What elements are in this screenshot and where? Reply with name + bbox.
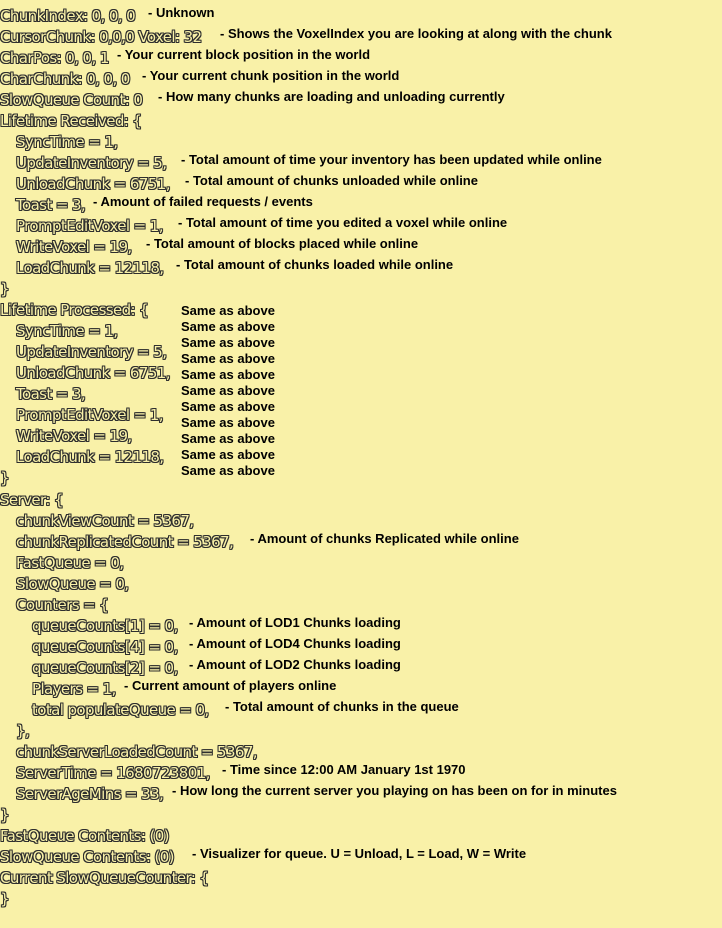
- counters-close-brace: },: [16, 722, 30, 740]
- received-sync-time: SyncTime = 1,: [16, 133, 118, 151]
- queue-counts-1: queueCounts[1] = 0,: [32, 617, 178, 635]
- slow-queue-count-text: SlowQueue Count: 0: [0, 91, 143, 109]
- received-unload-chunk: UnloadChunk = 6751,: [16, 175, 170, 193]
- received-load-chunk-note: - Total amount of chunks loaded while online: [176, 257, 454, 272]
- current-slow-queue-counter: Current SlowQueueCounter: {: [0, 869, 209, 887]
- same-as-above-note: Same as above: [181, 447, 275, 462]
- processed-update-inventory: UpdateInventory = 5,: [16, 343, 167, 361]
- processed-close-brace: }: [0, 469, 9, 487]
- processed-sync-time: SyncTime = 1,: [16, 322, 118, 340]
- received-update-inventory: UpdateInventory = 5,: [16, 154, 167, 172]
- server-age-mins: ServerAgeMins = 33,: [16, 785, 164, 803]
- received-close-brace: }: [0, 280, 9, 298]
- received-toast-note: - Amount of failed requests / events: [93, 194, 313, 209]
- players-note: - Current amount of players online: [124, 678, 337, 693]
- queues-close-brace: }: [0, 890, 9, 908]
- same-as-above-note: Same as above: [181, 399, 275, 414]
- same-as-above-note: Same as above: [181, 351, 275, 366]
- processed-load-chunk: LoadChunk = 12118,: [16, 448, 164, 466]
- same-as-above-note: Same as above: [181, 383, 275, 398]
- total-populate-queue: total populateQueue = 0,: [32, 701, 209, 719]
- queue-counts-4-note: - Amount of LOD4 Chunks loading: [189, 636, 401, 651]
- queue-counts-4: queueCounts[4] = 0,: [32, 638, 178, 656]
- received-write-voxel-note: - Total amount of blocks placed while online: [146, 236, 419, 251]
- server-age-mins-note: - How long the current server you playing on has been on for in minutes: [172, 783, 617, 798]
- received-load-chunk: LoadChunk = 12118,: [16, 259, 164, 277]
- chunk-replicated-count-note: - Amount of chunks Replicated while online: [250, 531, 519, 546]
- char-pos-note: - Your current block position in the world: [117, 47, 371, 62]
- queue-counts-1-note: - Amount of LOD1 Chunks loading: [189, 615, 401, 630]
- same-as-above-note: Same as above: [181, 319, 275, 334]
- queue-counts-2: queueCounts[2] = 0,: [32, 659, 178, 677]
- chunk-view-count: chunkViewCount = 5367,: [16, 512, 194, 530]
- processed-unload-chunk: UnloadChunk = 6751,: [16, 364, 170, 382]
- counters-header: Counters = {: [16, 596, 109, 614]
- server-header: Server: {: [0, 491, 63, 509]
- slow-queue-contents: SlowQueue Contents: (0): [0, 848, 174, 866]
- same-as-above-note: Same as above: [181, 431, 275, 446]
- char-chunk-note: - Your current chunk position in the world: [142, 68, 400, 83]
- queue-counts-2-note: - Amount of LOD2 Chunks loading: [189, 657, 401, 672]
- processed-write-voxel: WriteVoxel = 19,: [16, 427, 132, 445]
- chunk-replicated-count: chunkReplicatedCount = 5367,: [16, 533, 234, 551]
- same-as-above-note: Same as above: [181, 303, 275, 318]
- lifetime-processed-header: Lifetime Processed: {: [0, 301, 149, 319]
- received-update-inventory-note: - Total amount of time your inventory has been updated while online: [181, 152, 602, 167]
- same-as-above-note: Same as above: [181, 335, 275, 350]
- received-unload-chunk-note: - Total amount of chunks unloaded while online: [185, 173, 478, 188]
- cursor-chunk-note: - Shows the VoxelIndex you are looking at along with the chunk: [220, 26, 612, 41]
- same-as-above-note: Same as above: [181, 367, 275, 382]
- received-toast: Toast = 3,: [16, 196, 86, 214]
- same-as-above-note: Same as above: [181, 415, 275, 430]
- slow-queue-count-note: - How many chunks are loading and unloading currently: [158, 89, 505, 104]
- cursor-chunk-text: CursorChunk: 0,0,0 Voxel: 32: [0, 28, 202, 46]
- fast-queue-contents: FastQueue Contents: (0): [0, 827, 169, 845]
- chunk-index-text: ChunkIndex: 0, 0, 0: [0, 7, 136, 25]
- lifetime-received-header: Lifetime Received: {: [0, 112, 142, 130]
- processed-prompt-edit-voxel: PromptEditVoxel = 1,: [16, 406, 163, 424]
- server-time: ServerTime = 1680723801,: [16, 764, 210, 782]
- char-chunk-text: CharChunk: 0, 0, 0: [0, 70, 130, 88]
- server-time-note: - Time since 12:00 AM January 1st 1970: [222, 762, 466, 777]
- server-close-brace: }: [0, 806, 9, 824]
- server-slow-queue: SlowQueue = 0,: [16, 575, 129, 593]
- same-as-above-note: Same as above: [181, 463, 275, 478]
- char-pos-text: CharPos: 0, 0, 1: [0, 49, 109, 67]
- processed-toast: Toast = 3,: [16, 385, 86, 403]
- chunk-server-loaded-count: chunkServerLoadedCount = 5367,: [16, 743, 257, 761]
- received-prompt-edit-voxel-note: - Total amount of time you edited a voxel while online: [178, 215, 508, 230]
- received-write-voxel: WriteVoxel = 19,: [16, 238, 132, 256]
- received-prompt-edit-voxel: PromptEditVoxel = 1,: [16, 217, 163, 235]
- chunk-index-note: - Unknown: [148, 5, 215, 20]
- total-populate-queue-note: - Total amount of chunks in the queue: [225, 699, 459, 714]
- players-count: Players = 1,: [32, 680, 116, 698]
- server-fast-queue: FastQueue = 0,: [16, 554, 124, 572]
- slow-queue-contents-note: - Visualizer for queue. U = Unload, L = Load, W = Write: [192, 846, 527, 861]
